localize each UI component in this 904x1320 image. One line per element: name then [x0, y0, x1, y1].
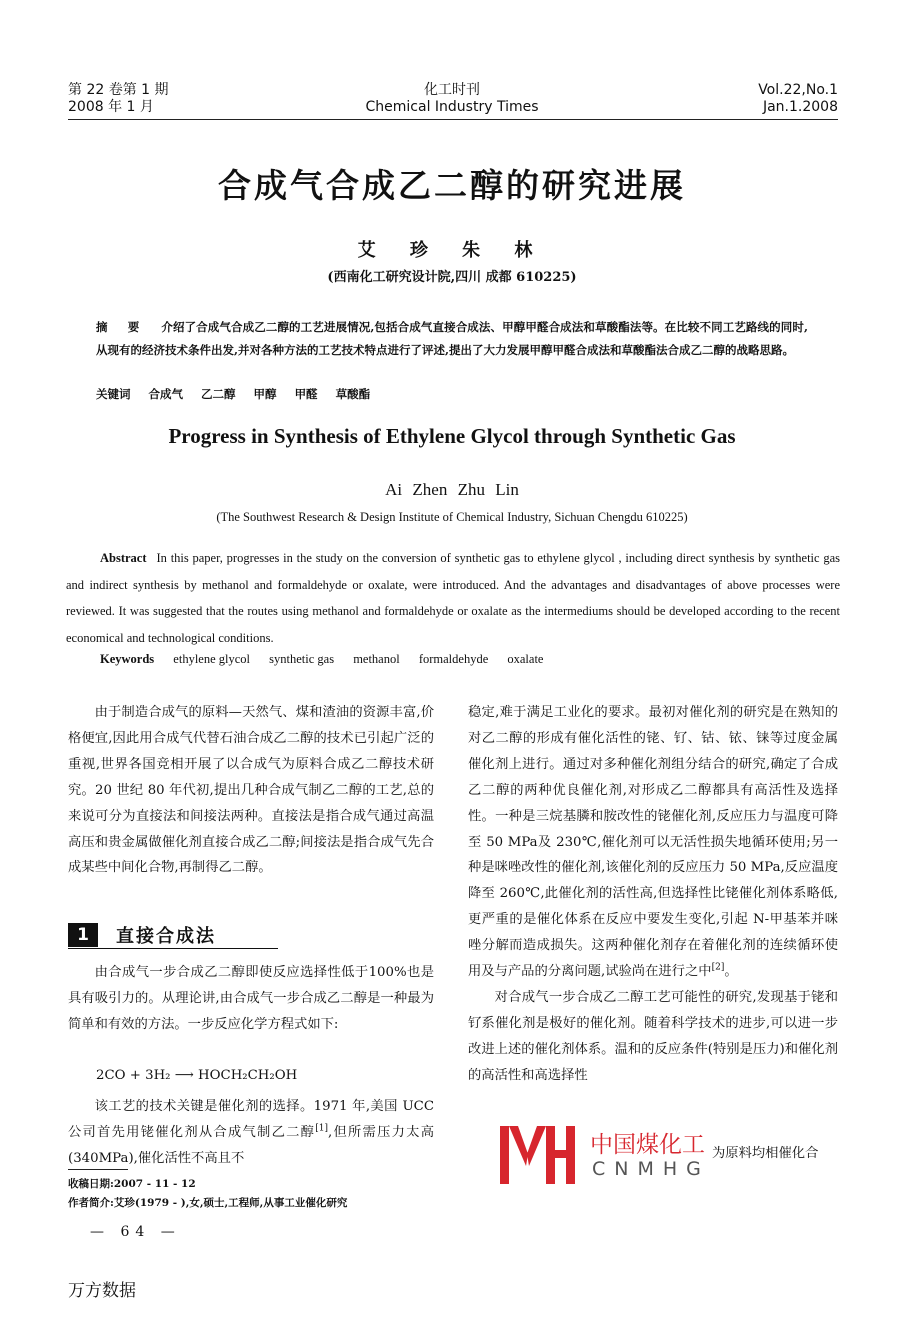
abstract-en	[66, 545, 840, 651]
affiliation-cn: (西南化工研究设计院,四川 成都 610225)	[327, 270, 577, 285]
keyword-cn: 甲醛	[294, 387, 318, 401]
para2-start: 该工艺的技术关键是催化剂的选择。1971 年,美国 UCC 公司首先用铑催化剂从合成气制乙二醇	[68, 1099, 434, 1140]
abstract-cn	[96, 316, 808, 361]
right-column-tail: 为原料均相催化合	[712, 1142, 818, 1161]
keywords-en-label: Keywords	[100, 652, 155, 666]
abstract-cn-label: 摘 要	[96, 320, 148, 334]
section-heading	[68, 920, 278, 949]
header-volume: 第 22 卷第 1 期	[68, 82, 169, 98]
equation: 2CO + 3H₂ ⟶ HOCH₂CH₂OH	[96, 1068, 298, 1083]
keyword-cn: 乙二醇	[201, 387, 236, 401]
affiliation-en: (The Southwest Research & Design Institute of Chemical Industry, Sichuan Chengdu 610225)	[216, 510, 688, 524]
logo-mark-icon	[498, 1124, 578, 1186]
section-paragraph-2	[68, 1094, 434, 1172]
keywords-cn	[96, 386, 384, 402]
logo-name-cn: 中国煤化工	[590, 1132, 705, 1158]
title-en: Progress in Synthesis of Ethylene Glycol through Synthetic Gas	[168, 424, 736, 448]
header-journal-en: Chemical Industry Times	[365, 99, 539, 115]
wanfang-watermark: 万方数据	[68, 1281, 136, 1301]
right-paragraph-1	[468, 700, 838, 985]
keyword-cn: 草酸酯	[335, 387, 371, 401]
header-rule	[68, 119, 838, 120]
logo-name-en: CNMHG	[592, 1158, 710, 1180]
section-paragraph-1: 由合成气一步合成乙二醇即使反应选择性低于100%也是具有吸引力的。从理论讲,由合成气一步合成乙二醇是一种最为简单和有效的方法。一步反应化学方程式如下:	[68, 965, 434, 1032]
header-vol-en	[758, 82, 838, 116]
header-date-en: Jan.1.2008	[762, 99, 838, 115]
header-journal-cn: 化工时刊	[424, 82, 480, 98]
keywords-en	[100, 652, 559, 667]
keyword-en: ethylene glycol	[173, 652, 251, 666]
abstract-en-label: Abstract	[100, 551, 147, 565]
footnote-author-bio: 作者简介:艾珍(1979 - ),女,硕士,工程师,从事工业催化研究	[68, 1197, 348, 1209]
keyword-en: oxalate	[507, 652, 544, 666]
authors-en: Ai Zhen Zhu Lin	[385, 480, 519, 499]
page-title: 合成气合成乙二醇的研究进展	[218, 166, 686, 205]
keywords-cn-label: 关键词	[96, 387, 131, 401]
section-title: 直接合成法	[116, 926, 216, 947]
keyword-en: methanol	[353, 652, 400, 666]
authors-cn: 艾 珍 朱 林	[357, 240, 547, 261]
body-left-intro	[68, 700, 434, 881]
para2-end: ,但所需压力太高(340MPa),催化活性不高且不	[68, 1124, 435, 1166]
intro-paragraph: 由于制造合成气的原料—天然气、煤和渣油的资源丰富,价格便宜,因此用合成气代替石油合成乙二醇的技术已引起广泛的重视,世界各国竞相开展了以合成气为原料合成乙二醇技术研究。20 世纪 80 年代初,提出几种合成气制乙二醇的工艺,总的来说可分为直接法和间接法两种。直接法是指合成气通过高温高压和贵金属做催化剂直接合成乙二醇;间接法是指合成气先合成某些中间化合物,再制得乙二醇。	[68, 705, 434, 876]
keyword-cn: 甲醇	[253, 387, 277, 401]
keyword-en: synthetic gas	[269, 652, 335, 666]
right-paragraph-2: 对合成气一步合成乙二醇工艺可能性的研究,发现基于铑和钌系催化剂是极好的催化剂。随着科学技术的进步,可以进一步改进上述的催化剂体系。温和的反应条件(特别是压力)和催化剂的高活性和高选择性	[468, 989, 838, 1083]
keyword-cn: 合成气	[148, 387, 184, 401]
citation-ref[interactable]: [2]	[711, 962, 725, 973]
right-para1-end: 。	[724, 964, 738, 980]
footnote-received: 收稿日期:2007 - 11 - 12	[68, 1178, 196, 1190]
header-journal	[352, 82, 552, 116]
body-left-section	[68, 960, 434, 1038]
footnote-rule	[68, 1169, 128, 1170]
abstract-cn-text: 介绍了合成气合成乙二醇的工艺进展情况,包括合成气直接合成法、甲醇甲醛合成法和草酸酯法等。在比较不同工艺路线的同时,从现有的经济技术条件出发,并对各种方法的工艺技术特点进行了评述,提出了大力发展甲醇甲醛合成法和草酸酯法合成乙二醇的战略思路。	[96, 320, 808, 357]
header-date-cn: 2008 年 1 月	[68, 99, 154, 115]
body-right	[468, 700, 838, 1089]
keyword-en: formaldehyde	[418, 652, 489, 666]
header-volume-en: Vol.22,No.1	[758, 82, 838, 98]
abstract-en-text: In this paper, progresses in the study on the conversion of synthetic gas to ethylene glycol , including direct synthesis by synthetic gas and indirect synthesis by methanol and formaldehyde or oxalate, were introduced. And the advantages and disadvantages of above processes were reviewed. It was suggested that the routes using methanol and formaldehyde or oxalate as the intermediums should be developed according to the recent economical and technological conditions.	[66, 551, 840, 645]
page-number: — 64 —	[90, 1224, 181, 1240]
right-para1-start: 稳定,难于满足工业化的要求。最初对催化剂的研究是在熟知的对乙二醇的形成有催化活性的铑、钌、钴、铱、铼等过度金属催化剂上进行。通过对多种催化剂组分结合的研究,确定了合成乙二醇的两种优良催化剂,对形成乙二醇都具有高活性及选择性。一种是三烷基膦和胺改性的铑催化剂,反应压力与温度可降至 50 MPa及 230℃,催化剂可以无活性损失地循环使用;另一种是咪唑改性的催化剂,该催化剂的反应压力 50 MPa,反应温度降至 260℃,此催化剂的活性高,但选择性比铑催化剂体系略低,更严重的是催化体系在反应中要发生变化,引起 N-甲基苯并咪唑分解而造成损失。这两种催化剂存在着催化剂的连续循环使用及与产品的分离问题,试验尚在进行之中	[468, 705, 838, 980]
body-left-section-2	[68, 1094, 434, 1172]
citation-ref[interactable]: [1]	[315, 1123, 328, 1134]
header-issue	[68, 82, 169, 116]
section-number: 1	[68, 923, 98, 947]
